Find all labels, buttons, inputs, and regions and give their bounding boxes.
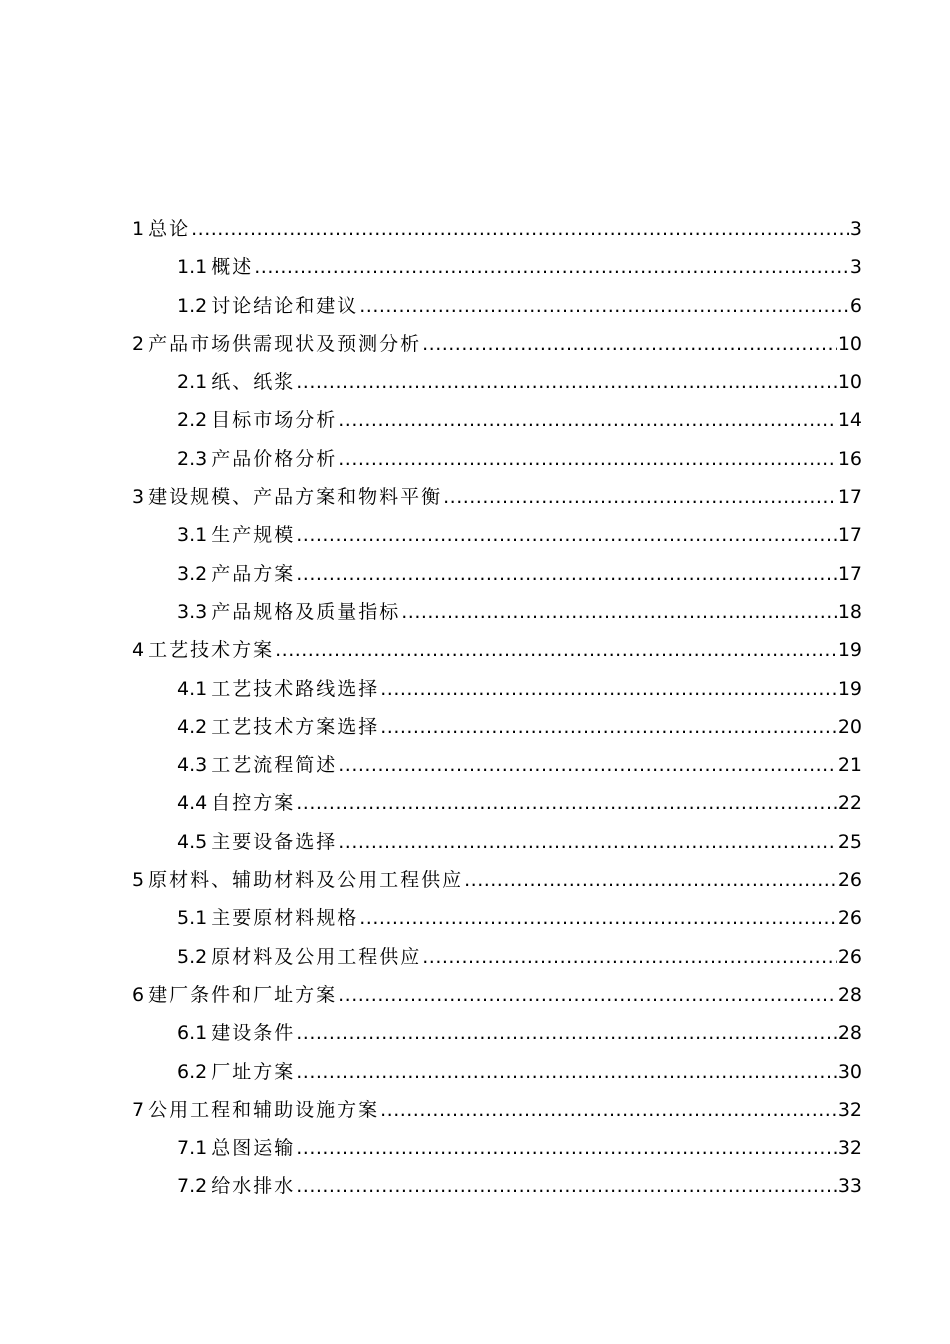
toc-page-number: 33: [837, 1175, 862, 1198]
toc-entry-number: 5.2: [177, 945, 208, 968]
toc-dot-leader: [380, 1091, 837, 1129]
toc-entry-title: 建厂条件和厂址方案: [148, 983, 338, 1006]
toc-section-entry[interactable]: [132, 746, 862, 784]
toc-section-entry[interactable]: [132, 593, 862, 631]
toc-page-number: 17: [837, 486, 862, 509]
toc-section-entry[interactable]: [132, 555, 862, 593]
toc-page-number: 32: [837, 1137, 862, 1160]
toc-dot-leader: [380, 670, 837, 708]
toc-dot-leader: [422, 938, 837, 976]
toc-page-number: 14: [837, 409, 862, 432]
toc-entry-number: 4.4: [177, 792, 208, 815]
toc-dot-leader: [296, 1167, 837, 1205]
toc-dot-leader: [254, 248, 849, 286]
toc-entry-title: 主要原材料规格: [211, 907, 359, 930]
toc-dot-leader: [464, 861, 837, 899]
toc-chapter-entry[interactable]: [132, 1091, 862, 1129]
toc-entry-title: 给水排水: [211, 1175, 296, 1198]
toc-page-number: 19: [837, 677, 862, 700]
toc-entry-number: 4.5: [177, 830, 208, 853]
toc-dot-leader: [338, 746, 837, 784]
toc-page-number: 19: [837, 639, 862, 662]
toc-dot-leader: [296, 1014, 837, 1052]
toc-entry-number: 7: [132, 1098, 145, 1121]
toc-dot-leader: [359, 899, 837, 937]
toc-entry-number: 4.1: [177, 677, 208, 700]
toc-entry-number: 3.1: [177, 524, 208, 547]
toc-entry-number: 1.2: [177, 294, 208, 317]
toc-entry-title: 生产规模: [211, 524, 296, 547]
table-of-contents: [132, 210, 862, 1206]
toc-page-number: 17: [837, 524, 862, 547]
toc-entry-title: 工艺技术方案: [148, 639, 275, 662]
toc-chapter-entry[interactable]: [132, 861, 862, 899]
toc-entry-number: 4: [132, 639, 145, 662]
toc-entry-number: 1.1: [177, 256, 208, 279]
toc-entry-title: 纸、纸浆: [211, 371, 296, 394]
toc-entry-number: 6.2: [177, 1060, 208, 1083]
toc-chapter-entry[interactable]: [132, 325, 862, 363]
toc-page-number: 22: [837, 792, 862, 815]
toc-section-entry[interactable]: [132, 287, 862, 325]
toc-entry-title: 自控方案: [211, 792, 296, 815]
toc-page-number: 3: [849, 218, 862, 240]
toc-dot-leader: [338, 401, 837, 439]
toc-dot-leader: [296, 1129, 837, 1167]
toc-page-number: 25: [837, 830, 862, 853]
toc-page-number: 21: [837, 754, 862, 777]
toc-section-entry[interactable]: [132, 823, 862, 861]
toc-section-entry[interactable]: [132, 363, 862, 401]
toc-entry-number: 2: [132, 332, 145, 355]
toc-entry-number: 7.2: [177, 1175, 208, 1198]
toc-entry-number: 5.1: [177, 907, 208, 930]
toc-page-number: 32: [837, 1098, 862, 1121]
toc-chapter-entry[interactable]: [132, 478, 862, 516]
toc-entry-number: 4.2: [177, 715, 208, 738]
toc-section-entry[interactable]: [132, 1014, 862, 1052]
toc-dot-leader: [296, 784, 837, 822]
toc-page-number: 26: [837, 869, 862, 892]
toc-page-number: 30: [837, 1060, 862, 1083]
toc-entry-title: 建设条件: [211, 1022, 296, 1045]
toc-section-entry[interactable]: [132, 708, 862, 746]
toc-page-number: 3: [849, 256, 862, 279]
toc-section-entry[interactable]: [132, 516, 862, 554]
toc-entry-number: 2.1: [177, 371, 208, 394]
toc-section-entry[interactable]: [132, 1129, 862, 1167]
toc-dot-leader: [422, 325, 837, 363]
toc-dot-leader: [296, 1053, 837, 1091]
toc-section-entry[interactable]: [132, 784, 862, 822]
toc-entry-title: 产品方案: [211, 562, 296, 585]
toc-dot-leader: [191, 210, 849, 248]
toc-entry-title: 目标市场分析: [211, 409, 338, 432]
toc-entry-title: 产品价格分析: [211, 447, 338, 470]
toc-page-number: 16: [837, 447, 862, 470]
toc-page-number: 10: [837, 371, 862, 394]
toc-section-entry[interactable]: [132, 899, 862, 937]
toc-entry-number: 3.2: [177, 562, 208, 585]
toc-entry-number: 1: [132, 218, 145, 240]
toc-entry-title: 工艺流程简述: [211, 754, 338, 777]
toc-dot-leader: [401, 593, 837, 631]
toc-entry-number: 3: [132, 486, 145, 509]
toc-section-entry[interactable]: [132, 670, 862, 708]
toc-section-entry[interactable]: [132, 248, 862, 286]
toc-dot-leader: [338, 976, 837, 1014]
toc-section-entry[interactable]: [132, 1167, 862, 1205]
toc-entry-title: 概述: [211, 256, 254, 279]
toc-chapter-entry[interactable]: [132, 976, 862, 1014]
toc-entry-number: 2.3: [177, 447, 208, 470]
toc-dot-leader: [338, 823, 837, 861]
toc-entry-title: 主要设备选择: [211, 830, 338, 853]
toc-entry-title: 讨论结论和建议: [211, 294, 359, 317]
toc-dot-leader: [359, 287, 849, 325]
toc-dot-leader: [443, 478, 837, 516]
toc-dot-leader: [338, 440, 837, 478]
toc-entry-number: 7.1: [177, 1137, 208, 1160]
toc-section-entry[interactable]: [132, 938, 862, 976]
toc-dot-leader: [275, 631, 837, 669]
toc-page-number: 20: [837, 715, 862, 738]
toc-section-entry[interactable]: [132, 440, 862, 478]
toc-entry-title: 工艺技术路线选择: [211, 677, 380, 700]
toc-entry-title: 原材料及公用工程供应: [211, 945, 422, 968]
toc-chapter-entry[interactable]: [132, 631, 862, 669]
toc-page-number: 17: [837, 562, 862, 585]
toc-entry-number: 6.1: [177, 1022, 208, 1045]
toc-page-number: 28: [837, 1022, 862, 1045]
toc-entry-number: 4.3: [177, 754, 208, 777]
toc-page-number: 26: [837, 945, 862, 968]
toc-chapter-entry[interactable]: [132, 210, 862, 248]
toc-entry-number: 2.2: [177, 409, 208, 432]
toc-entry-title: 产品规格及质量指标: [211, 600, 401, 623]
toc-dot-leader: [296, 363, 837, 401]
toc-entry-title: 工艺技术方案选择: [211, 715, 380, 738]
toc-page-number: 10: [837, 332, 862, 355]
toc-dot-leader: [296, 555, 837, 593]
toc-dot-leader: [296, 516, 837, 554]
toc-page-number: 18: [837, 600, 862, 623]
toc-entry-title: 原材料、辅助材料及公用工程供应: [148, 869, 464, 892]
toc-section-entry[interactable]: [132, 401, 862, 439]
toc-page-number: 28: [837, 983, 862, 1006]
toc-entry-number: 5: [132, 869, 145, 892]
toc-page-number: 6: [849, 294, 862, 317]
toc-entry-number: 6: [132, 983, 145, 1006]
toc-page-number: 26: [837, 907, 862, 930]
toc-entry-title: 厂址方案: [211, 1060, 296, 1083]
toc-entry-title: 总论: [148, 218, 191, 240]
toc-dot-leader: [380, 708, 837, 746]
toc-section-entry[interactable]: [132, 1053, 862, 1091]
toc-entry-title: 总图运输: [211, 1137, 296, 1160]
toc-entry-title: 建设规模、产品方案和物料平衡: [148, 486, 443, 509]
toc-entry-title: 公用工程和辅助设施方案: [148, 1098, 380, 1121]
toc-entry-title: 产品市场供需现状及预测分析: [148, 332, 422, 355]
toc-entry-number: 3.3: [177, 600, 208, 623]
